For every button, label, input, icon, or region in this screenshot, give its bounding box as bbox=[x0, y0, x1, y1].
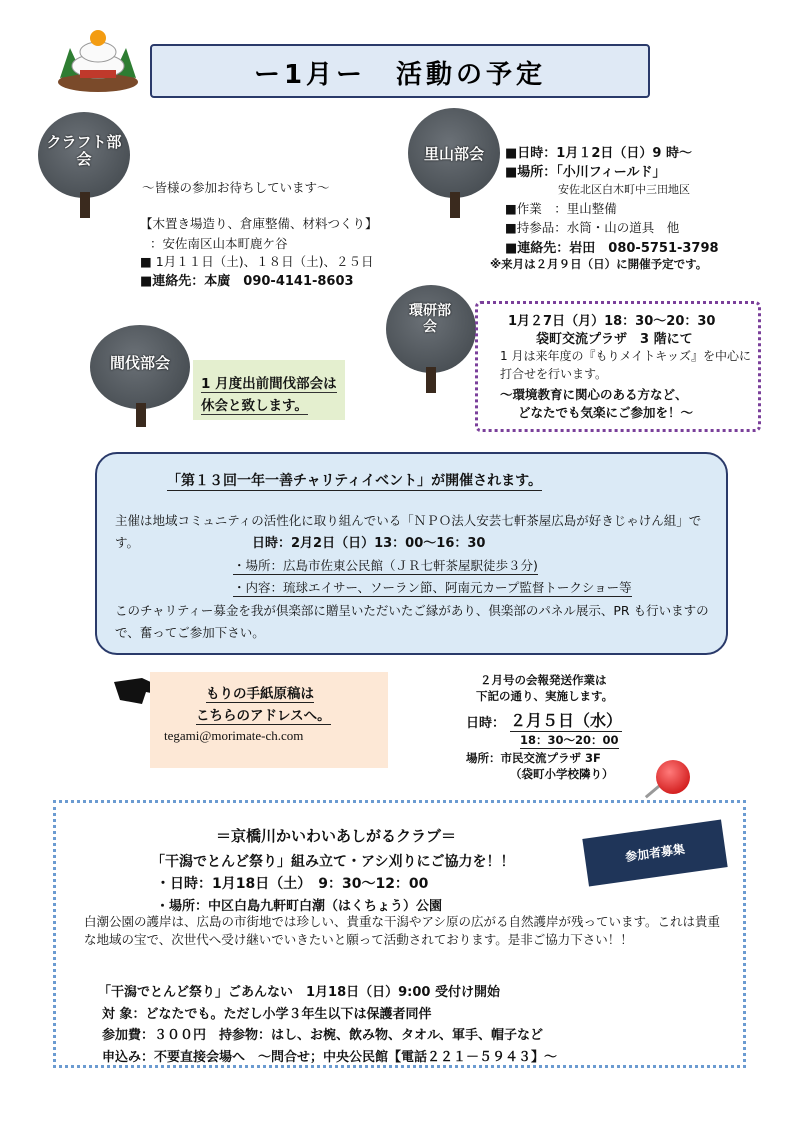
event-place: ・場所：広島市佐東公民館（ＪＲ七軒茶屋駅徒歩３分) bbox=[233, 558, 538, 573]
kanken-invite-1: ～環境教育に関心のある方など、 bbox=[500, 387, 688, 402]
kanbatsu-label: 間伐部会 bbox=[109, 354, 170, 372]
club-headline: 「干潟でとんど祭り」組み立て・アシ刈りにご協力を！！ bbox=[151, 854, 515, 870]
club-apply: 申込み：不要直接会場へ ～問合せ；中央公民館【電話２２１－５９４３】～ bbox=[102, 1050, 558, 1065]
letters-line-1: もりの手紙原稿は bbox=[206, 682, 314, 703]
kanken-invite-2: どなたでも気楽にご参加を！～ bbox=[518, 405, 694, 420]
satoyama-label: 里山部会 bbox=[423, 145, 484, 163]
satoyama-tree bbox=[408, 108, 508, 218]
mailing-time: 18：30～20：00 bbox=[520, 733, 619, 747]
craft-tree bbox=[30, 112, 140, 222]
mailing-place-2: （袋町小学校隣り） bbox=[510, 767, 614, 781]
letters-box bbox=[150, 672, 388, 768]
club-target: 対 象：どなたでも。ただし小学３年生以下は保護者同伴 bbox=[102, 1007, 432, 1022]
mailing-line-1: ２月号の会報発送作業は bbox=[480, 673, 607, 687]
kanken-note: 1 月は来年度の『もりメイトキッズ』を中心に打合せを行います。 bbox=[500, 349, 751, 381]
club-desc: 白潮公園の護岸は、広島の市街地では珍しい、貴重な干潟やアシ原の広がる自然護岸が残っています。これは貴重な地域の宝で、次世代へ受け継いでいきたいと願って活動されております。是非ご協力下さい！！ bbox=[84, 914, 721, 947]
club-place: ・場所：中区白島九軒町白潮（はくちょう）公園 bbox=[156, 899, 443, 914]
kanbatsu-tree bbox=[90, 325, 194, 425]
satoyama-work: ■作業 ：里山整備 bbox=[505, 201, 617, 216]
event-datetime: 日時：2月2日（日）13：00～16：30 bbox=[250, 532, 485, 551]
satoyama-contact: ■連絡先：岩田 080-5751-3798 bbox=[505, 241, 719, 256]
kanken-place: 袋町交流プラザ 3 階にて bbox=[536, 332, 693, 347]
kanbatsu-line-2: 休会と致します。 bbox=[201, 394, 308, 415]
craft-work: 【木置き場造り、倉庫整備、材料つくり】 bbox=[140, 216, 378, 231]
letters-line-2: こちらのアドレスへ。 bbox=[196, 704, 331, 725]
craft-dates: ■ 1月１１日（土)、１８日（土)、２５日 bbox=[140, 254, 374, 269]
event-outro: このチャリティー募金を我が倶楽部に贈呈いただいたご縁があり、倶楽部のパネル展示、PR も行いますので、奮ってご参加下さい。 bbox=[115, 603, 709, 640]
event-content: ・内容：琉球エイサー、ソーラン節、阿南元カープ監督トークショー等 bbox=[233, 580, 632, 595]
kanken-tree bbox=[386, 285, 481, 395]
mailing-line-2: 下記の通り、実施します。 bbox=[476, 689, 614, 703]
page-title-banner bbox=[150, 44, 650, 98]
kagami-mochi-illustration bbox=[52, 18, 144, 102]
satoyama-bring: ■持参品：水筒・山の道具 他 bbox=[505, 220, 680, 235]
charity-event-box bbox=[95, 452, 728, 655]
mailing-date-label: 日時： bbox=[466, 716, 506, 731]
satoyama-address: 安佐北区白木町中三田地区 bbox=[558, 183, 690, 196]
satoyama-next: ※来月は２月９日（日）に開催予定です。 bbox=[490, 257, 708, 271]
kanken-label: 環研部会 bbox=[409, 303, 451, 336]
club-date: ・日時：1月18日（土） 9：30～12：00 bbox=[156, 876, 429, 892]
kanbatsu-note bbox=[193, 360, 345, 420]
mailing-place: 場所：市民交流プラザ 3F bbox=[466, 751, 601, 765]
event-title: 「第１３回一年一善チャリティイベント」が開催されます。 bbox=[167, 470, 542, 491]
kanken-box bbox=[475, 301, 761, 432]
kanken-date: 1月２7日（月）18：30～20：30 bbox=[508, 314, 716, 329]
letters-email[interactable]: tegami@morimate-ch.com bbox=[164, 728, 304, 743]
club-name: ＝京橋川かいわいあしがるクラブ＝ bbox=[216, 827, 457, 845]
event-intro: 主催は地域コミュニティの活性化に取り組んでいる「ＮＰＯ法人安芸七軒茶屋広島が好きじゃけん組」です。 bbox=[115, 513, 702, 550]
satoyama-date: ■日時：1月１2日（日）9 時～ bbox=[505, 146, 692, 161]
club-guide: 「干潟でとんど祭り」ごあんない 1月18日（日）9:00 受付け開始 bbox=[98, 985, 500, 1000]
craft-contact: ■連絡先：本廣 090-4141-8603 bbox=[140, 274, 354, 289]
page-title: ー1月ー 活動の予定 bbox=[253, 60, 547, 90]
craft-label: クラフト部会 bbox=[46, 133, 122, 169]
craft-greeting: ～皆様の参加お待ちしています～ bbox=[142, 180, 330, 195]
club-fee: 参加費：３００円 持参物：はし、お椀、飲み物、タオル、軍手、帽子など bbox=[102, 1028, 543, 1043]
craft-place: ：安佐南区山本町鹿ケ谷 bbox=[150, 236, 288, 251]
satoyama-place: ■場所：「小川フィールド」 bbox=[505, 165, 666, 180]
participants-wanted-badge: 参加者募集 bbox=[582, 819, 727, 886]
kanbatsu-line-1: 1 月度出前間伐部会は bbox=[201, 372, 337, 393]
push-pin-icon bbox=[656, 760, 690, 794]
mailing-date: ２月５日（水） bbox=[510, 708, 622, 732]
